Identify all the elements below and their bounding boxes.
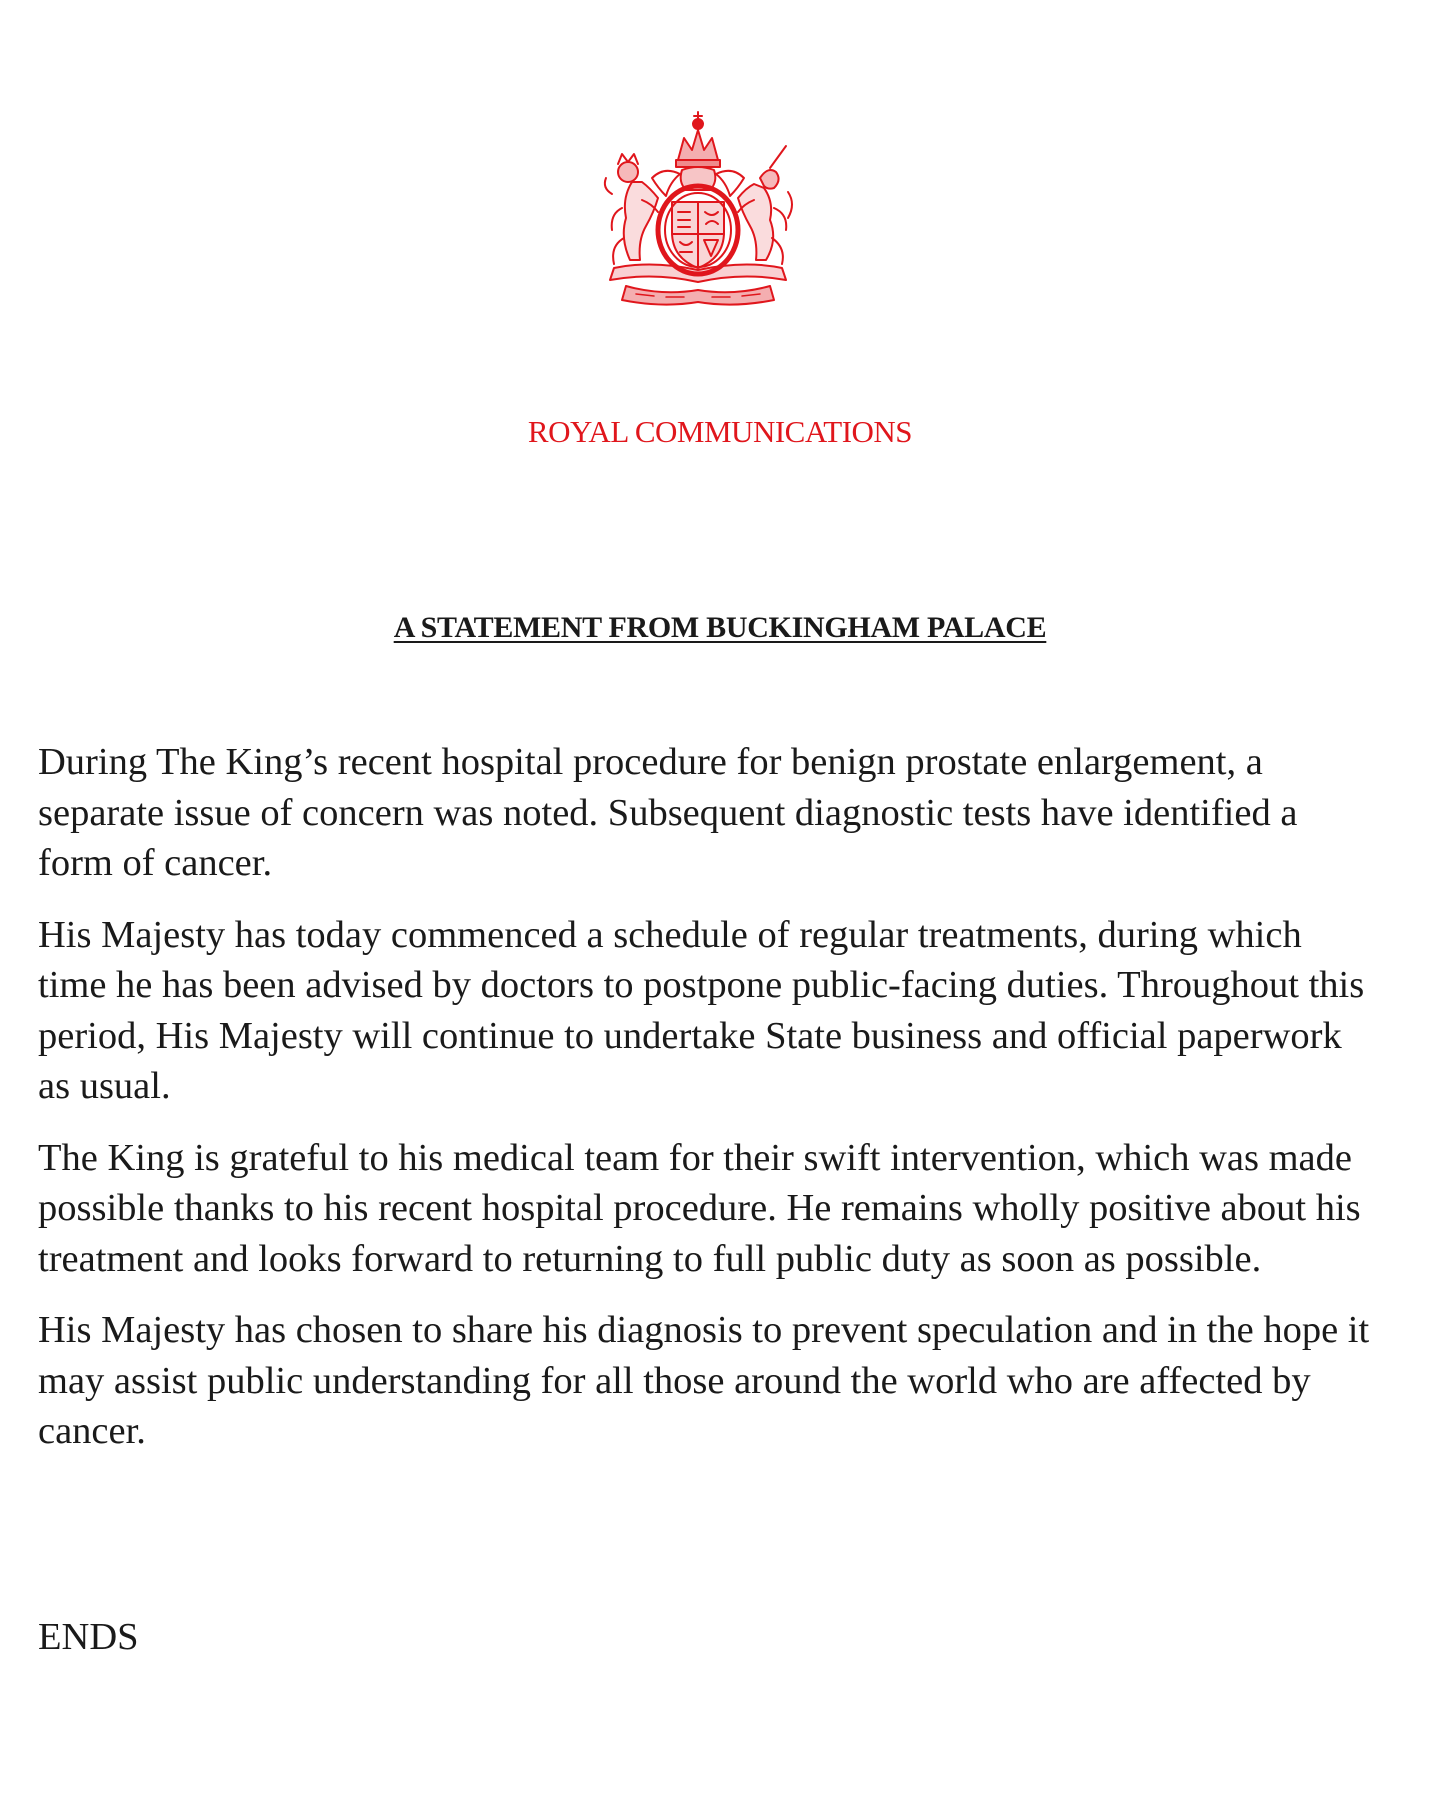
paragraph-3: The King is grateful to his medical team for their swift intervention, which was made possible thanks to his recent hospital procedure. He remains wholly positive about his treatment and looks forward to returning to full public duty as soon as possible. — [38, 1136, 1361, 1280]
paragraph-1: During The King’s recent hospital procedure for benign prostate enlargement, a separate issue of concern was noted. Subsequent diagnostic tests have identified a form of cancer. — [38, 741, 1298, 884]
royal-coat-of-arms-icon — [592, 108, 804, 310]
document-title-text: A STATEMENT FROM BUCKINGHAM PALACE — [393, 611, 1047, 644]
paragraph-4: His Majesty has chosen to share his diagnosis to prevent speculation and in the hope it may assist public understanding for all those around the world who are affected by cancer. — [38, 1309, 1370, 1452]
org-name: ROYAL COMMUNICATIONS — [527, 414, 913, 449]
statement-body — [38, 737, 1378, 1478]
closing-mark: ENDS — [38, 1616, 139, 1658]
unicorn-supporter-icon — [738, 146, 792, 264]
lion-supporter-icon — [605, 154, 658, 264]
paragraph-2: His Majesty has today commenced a schedule of regular treatments, during which time he has been advised by doctors to postpone public-facing duties. Throughout this period, His Majesty will continue to undertake State business and official paperwork as usual. — [38, 913, 1365, 1107]
document-title — [0, 608, 1440, 648]
crown-icon — [676, 112, 720, 167]
